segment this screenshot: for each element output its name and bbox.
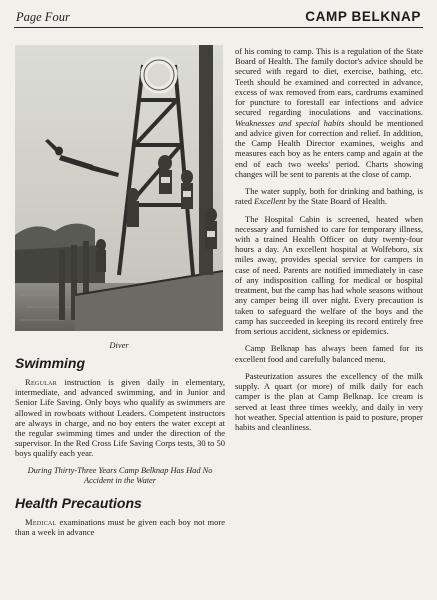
diver-photo <box>15 45 223 331</box>
health-continuation-paragraph <box>235 46 423 179</box>
safety-note: During Thirty-Three Years Camp Belknap Has Had No Accident in the Water <box>27 465 213 485</box>
water-paragraph <box>235 186 423 206</box>
health-continuation: of his coming to camp. This is a regulation of the State Board of Health. The family doctor's advice should be secured with regard to diet, exercise, bathing, etc. Teeth should be examined and corrected in advance, excess of wax removed from ears, cardrums examined for puncture to forestall ear infections and advice secured regarding inoculations and vaccinations. <box>235 46 423 118</box>
health-body: examinations must be given each boy not more than a week in advance <box>15 516 226 537</box>
water-pre: The water supply, both for drinking and bathing, is rated <box>235 186 423 207</box>
page-number: Page Four <box>16 10 70 24</box>
left-column <box>15 355 225 544</box>
swimming-body: instruction is given daily in elementary, intermediate, and advanced swimming, and in Junior and Senior Life Saving. Only boys who qualify as swimmers are allowed in rowboats without Leaders. Competent instructors are always in charge, and no boy enters the water except at the regular swimming times and under the direction of the supervisor. In the Red Cross Life Saving Corps tests, 30 to 50 boys qualify each year. <box>15 377 225 459</box>
photo-caption: Diver <box>109 340 129 350</box>
swimming-lead-word: Regular <box>25 377 58 387</box>
swimming-paragraph <box>15 377 225 459</box>
swimming-heading: Swimming <box>15 355 86 371</box>
water-post: by the State Board of Health. <box>287 196 388 207</box>
health-after-emphasis: should be mentioned and advice given for correction and relief. In addition, the Camp Health Director examines, weighs and measures each boy as he enters camp and again at the end of each two weeks' period. Charts showing changes will be sent to parents at the close of camp. <box>235 117 423 179</box>
right-column <box>235 46 423 439</box>
health-lead-word: Medical <box>25 516 57 527</box>
health-paragraph <box>15 517 225 537</box>
health-emphasis: Weaknesses and special habits <box>235 117 345 128</box>
health-heading: Health Precautions <box>15 494 142 511</box>
page-header <box>14 8 423 28</box>
food-paragraph: Camp Belknap has always been famed for its excellent food and carefully balanced menu. <box>235 343 423 364</box>
running-title: CAMP BELKNAP <box>305 9 421 24</box>
hospital-paragraph: The Hospital Cabin is screened, heated when necessary and furnished to care for temporary illness, with a trained Health Officer on duty twenty-four hours a day. An excellent hospital at Wolfeboro, six miles away, provides special service for campers in case of need. Parents are notified immediately in case of any indisposition calling for medical or hospital treatment, but the camp has had whole seasons without any camper being ill over night. Every precaution is taken to safeguard the welfare of the boys and the camp has succeeded in keeping its record entirely free from serious accident, sickness or epidemics. <box>235 213 423 337</box>
milk-paragraph: Pasteurization assures the excellency of the milk supply. A quart (or more) of milk daily for each camper is the plan at Camp Belknap. Ice cream is served at least three times weekly, and daily in very hot weather. Special attention is paid to posture, proper habits and cleanliness. <box>235 370 423 432</box>
water-emphasis: Excellent <box>254 196 286 207</box>
